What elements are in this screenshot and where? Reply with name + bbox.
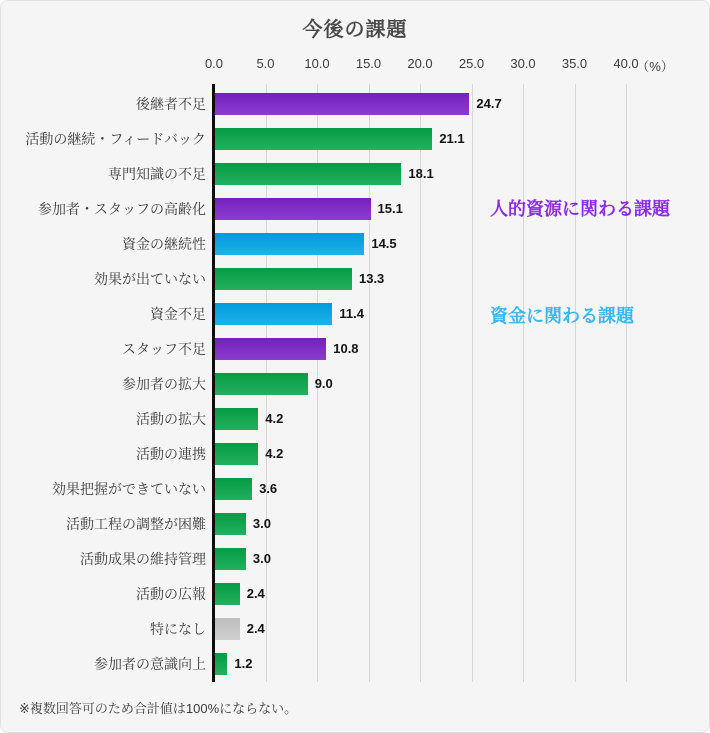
axis-tick-label: 25.0 [458,56,485,71]
bar-purple [215,338,326,360]
category-label: 効果把握ができていない [52,481,206,497]
category-label: 参加者の拡大 [122,376,206,392]
footnote: ※複数回答可のため合計値は100%にならない。 [19,701,298,716]
bar-green [215,408,258,430]
bar-blue [215,233,364,255]
value-label: 11.4 [339,306,364,321]
value-label: 24.7 [476,96,502,111]
value-label: 21.1 [439,131,465,146]
value-label: 10.8 [333,341,359,356]
value-label: 18.1 [408,166,434,181]
category-label: 活動の連携 [136,446,206,462]
bar-blue [215,303,332,325]
axis-tick-label: 30.0 [510,56,536,71]
value-label: 4.2 [265,446,284,461]
axis-tick-label: 40.0 [613,56,639,71]
gridline [472,84,473,682]
bar-purple [215,198,371,220]
category-label: 活動の拡大 [136,411,206,427]
value-label: 1.2 [234,656,253,671]
category-label: 参加者・スタッフの高齢化 [38,201,206,217]
gridline [523,84,524,682]
category-label: 活動成果の維持管理 [80,551,206,567]
bar-green [215,373,308,395]
category-label: 後継者不足 [136,96,206,112]
value-label: 2.4 [246,621,265,636]
axis-tick-label: 15.0 [355,56,382,71]
axis-tick-label: 10.0 [304,56,330,71]
value-label: 9.0 [314,376,333,391]
bar-gray [215,618,240,640]
plot-area [214,84,626,682]
bar-purple [215,93,469,115]
category-label: 活動工程の調整が困難 [66,516,206,532]
chart-title: 今後の課題 [302,19,408,41]
category-label: 活動の広報 [136,586,206,602]
category-label: 専門知識の不足 [108,166,206,182]
bar-green [215,513,246,535]
value-label: 4.2 [265,411,284,426]
value-label: 3.0 [252,551,271,566]
category-label: 参加者の意識向上 [94,656,206,672]
annotation-label: 資金に関わる課題 [490,306,634,326]
axis-tick-label: 0.0 [204,56,224,71]
axis-tick-label: 5.0 [256,56,275,71]
bar-green [215,268,352,290]
category-label: 効果が出ていない [94,271,206,287]
annotation-label: 人的資源に関わる課題 [490,199,670,219]
gridline [575,84,576,682]
category-label: 特になし [150,621,206,637]
axis-unit-label: （%） [636,59,674,74]
value-label: 3.6 [259,481,278,496]
value-label: 13.3 [358,271,385,286]
value-label: 15.1 [377,201,403,216]
bar-green [215,163,401,185]
gridline [626,84,627,682]
bar-green [215,548,246,570]
bar-green [215,478,252,500]
axis-tick-label: 20.0 [407,56,433,71]
axis-tick-label: 35.0 [561,56,588,71]
bar-green [215,128,432,150]
bar-green [215,653,227,675]
category-label: 活動の継続・フィードバック [25,131,206,147]
category-label: 資金の継続性 [122,236,206,252]
bar-green [215,443,258,465]
value-label: 2.4 [246,586,265,601]
value-label: 3.0 [252,516,271,531]
category-label: 資金不足 [150,306,206,322]
bar-green [215,583,240,605]
category-label: スタッフ不足 [122,341,206,357]
value-label: 14.5 [371,236,397,251]
